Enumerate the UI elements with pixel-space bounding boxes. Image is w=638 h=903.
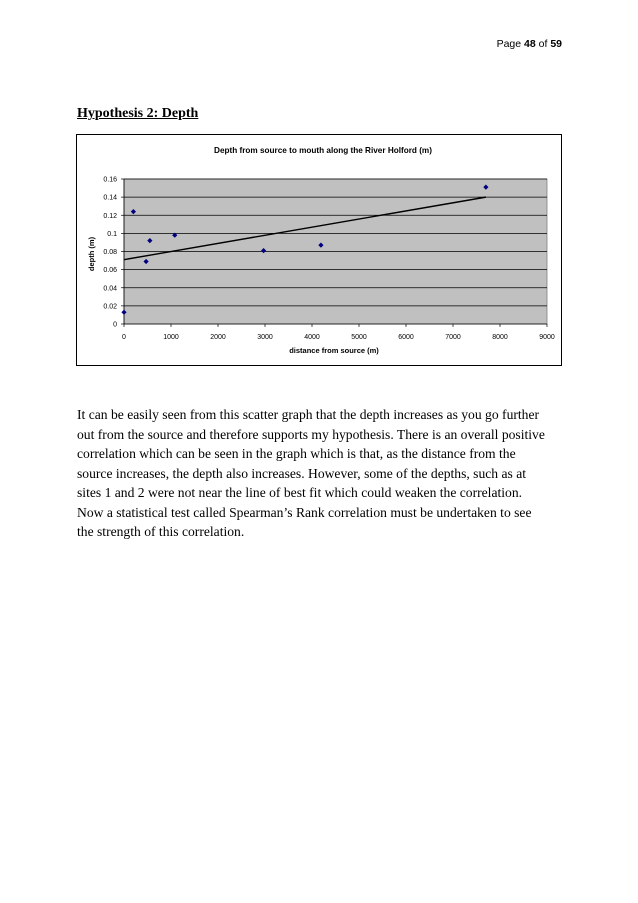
y-tick-label: 0.02 — [103, 303, 117, 311]
page-prefix: Page — [496, 38, 522, 50]
body-line: out from the source and therefore supports my hypothesis. There is an overall positive — [77, 426, 545, 442]
page-number — [497, 38, 562, 50]
y-tick-label: 0.1 — [107, 230, 117, 238]
y-tick-label: 0.06 — [103, 267, 117, 275]
y-tick-label: 0.14 — [103, 194, 117, 202]
body-line: correlation which can be seen in the graph which is that, as the distance from the — [77, 446, 516, 461]
section-heading: Hypothesis 2: Depth — [77, 106, 199, 121]
x-tick-label: 3000 — [257, 334, 273, 341]
y-axis-label: depth (m) — [87, 236, 96, 272]
body-line: Now a statistical test called Spearman’s Rank correlation must be undertaken to see — [77, 504, 532, 520]
body-paragraph — [77, 405, 563, 542]
depth-scatter-chart — [76, 134, 562, 366]
x-tick-label: 1000 — [163, 334, 179, 341]
total-pages: 59 — [550, 38, 562, 50]
x-tick-label: 6000 — [398, 334, 414, 341]
page-separator: of — [538, 38, 548, 50]
y-tick-label: 0.08 — [103, 249, 117, 257]
x-tick-label: 0 — [122, 334, 126, 341]
x-tick-label: 4000 — [304, 334, 320, 341]
body-line: the strength of this correlation. — [77, 524, 245, 539]
chart-canvas — [77, 135, 563, 367]
y-tick-label: 0.16 — [103, 176, 117, 184]
chart-title: Depth from source to mouth along the River Holford (m) — [214, 146, 432, 155]
y-tick-label: 0.04 — [103, 285, 117, 293]
y-tick-label: 0 — [113, 321, 117, 329]
x-axis-label: distance from source (m) — [289, 346, 379, 355]
x-tick-label: 7000 — [445, 334, 461, 341]
body-line: sites 1 and 2 were not near the line of best fit which could weaken the correlation. — [77, 485, 523, 500]
x-tick-label: 5000 — [351, 334, 367, 341]
x-tick-label: 2000 — [210, 334, 226, 341]
body-line: source increases, the depth also increases. However, some of the depths, such as at — [77, 465, 527, 481]
current-page: 48 — [524, 38, 536, 50]
x-tick-label: 9000 — [539, 334, 555, 341]
y-tick-label: 0.12 — [103, 212, 117, 220]
x-tick-label: 8000 — [492, 334, 508, 341]
body-line: It can be easily seen from this scatter graph that the depth increases as you go further — [77, 407, 540, 422]
